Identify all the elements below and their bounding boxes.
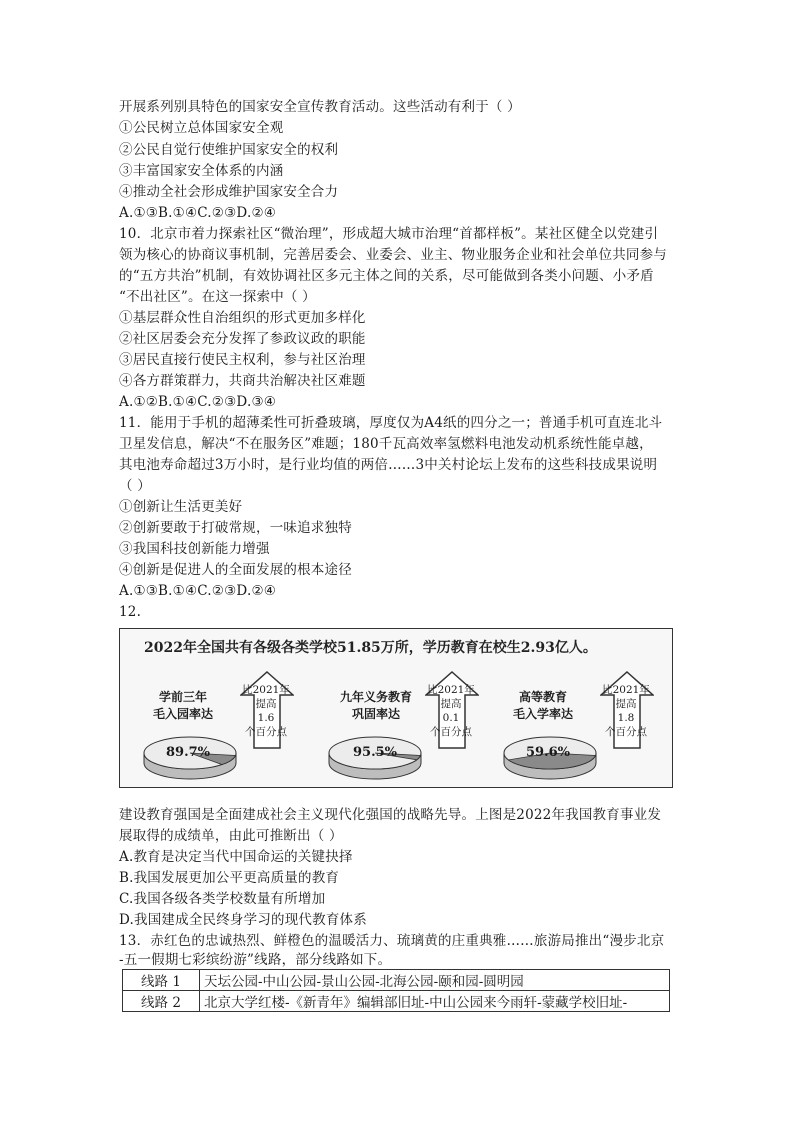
q11-option-4: ④创新是促进人的全面发展的根本途径 <box>119 562 352 578</box>
increase-value: 0.1 <box>442 712 460 724</box>
table-row <box>123 970 670 991</box>
increase-line-2: 提高 <box>255 698 277 710</box>
stat-compulsory <box>325 671 505 783</box>
q12-stem-line-2: 展取得的成绩单，由此可推断出（ ） <box>119 828 343 844</box>
q11-stem-line-2: 卫星发信息，解决“不在服务区”难题；180千瓦高效率氢燃料电池发动机系统性能卓越， <box>119 436 653 452</box>
q9-option-1: ①公民树立总体国家安全观 <box>119 120 284 136</box>
increase-line-2: 提高 <box>615 698 637 710</box>
stat-label-line-1: 九年义务教育 <box>339 690 412 704</box>
stat-label-line-1: 学前三年 <box>158 690 207 704</box>
q13-stem-line-2: -五一假期七彩缤纷游”线路，部分线路如下。 <box>119 952 392 968</box>
increase-unit: 个百分点 <box>605 726 647 738</box>
increase-value: 1.8 <box>617 712 635 724</box>
increase-line-2: 提高 <box>440 698 462 710</box>
q12-stem-line-1: 建设教育强国是全面建成社会主义现代化强国的战略先导。上图是2022年我国教育事业发 <box>119 807 662 823</box>
table-row <box>123 991 670 1012</box>
route-name: 线路 1 <box>123 970 200 991</box>
q9-option-3: ③丰富国家安全体系的内涵 <box>119 163 284 179</box>
q11-choices: A.①③B.①④C.②③D.②④ <box>119 583 277 599</box>
stat-label-line-2: 毛入园率达 <box>152 707 213 721</box>
route-name: 线路 2 <box>123 991 200 1012</box>
q10-option-3: ③居民直接行使民主权利，参与社区治理 <box>119 352 366 368</box>
q12-option-c: C.我国各级各类学校数量有所增加 <box>119 891 326 907</box>
routes-table <box>122 969 670 1012</box>
increase-line-1: 比2021年 <box>242 684 290 696</box>
q11-stem-line-1: 11．能用于手机的超薄柔性可折叠玻璃，厚度仅为A4纸的四分之一；普通手机可直连北斗 <box>119 415 663 431</box>
stat-label-line-2: 巩固率达 <box>351 707 400 721</box>
increase-line-1: 比2021年 <box>602 684 650 696</box>
increase-value: 1.6 <box>257 712 275 724</box>
q9-option-2: ②公民自觉行使维护国家安全的权利 <box>119 142 339 158</box>
route-path: 北京大学红楼-《新青年》编辑部旧址-中山公园来今雨轩-蒙藏学校旧址- <box>200 991 670 1012</box>
q10-stem-line-1: 10．北京市着力探索社区“微治理”，形成超大城市治理“首都样板”。某社区健全以党建引 <box>119 226 659 242</box>
q12-option-a: A.教育是决定当代中国命运的关键抉择 <box>119 849 353 865</box>
stat-label-line-1: 高等教育 <box>518 690 567 704</box>
stat-percentage: 59.6% <box>526 745 571 760</box>
q10-stem-line-3: 的“五方共治”机制，有效协调社区多元主体之间的关系，尽可能做到各类小问题、小矛盾 <box>119 268 654 284</box>
q10-option-1: ①基层群众性自治组织的形式更加多样化 <box>119 310 366 326</box>
stat-label-line-2: 毛入学率达 <box>512 707 573 721</box>
q10-option-2: ②社区居委会充分发挥了参政议政的职能 <box>119 331 366 347</box>
q11-option-2: ②创新要敢于打破常规，一味追求独特 <box>119 520 352 536</box>
figure-header: 2022年全国共有各级各类学校51.85万所，学历教育在校生2.93亿人。 <box>144 640 597 656</box>
stat-higher-ed <box>500 671 680 783</box>
q12-number: 12. <box>119 604 142 620</box>
q10-choices: A.①②B.①④C.②③D.③④ <box>119 394 277 410</box>
q10-option-4: ④各方群策群力，共商共治解决社区难题 <box>119 373 366 389</box>
q13-stem-line-1: 13．赤红色的忠诚热烈、鲜橙色的温暖活力、琉璃黄的庄重典雅……旅游局推出“漫步北京 <box>119 933 665 949</box>
q11-option-1: ①创新让生活更美好 <box>119 499 243 515</box>
education-stats-figure <box>119 628 673 788</box>
q12-option-d: D.我国建成全民终身学习的现代教育体系 <box>119 912 367 928</box>
q11-stem-line-4: （ ） <box>119 478 151 494</box>
stat-percentage: 95.5% <box>353 745 398 760</box>
stat-percentage: 89.7% <box>166 745 211 760</box>
q9-choices: A.①③B.①④C.②③D.②④ <box>119 205 277 221</box>
q12-option-b: B.我国发展更加公平更高质量的教育 <box>119 870 340 886</box>
q10-stem-line-2: 领为核心的协商议事机制，完善居委会、业委会、业主、物业服务企业和社会单位共同参与 <box>119 247 667 263</box>
q9-stem-tail: 开展系列别具特色的国家安全宣传教育活动。这些活动有利于（ ） <box>119 99 521 115</box>
q10-stem-line-4: “不出社区”。在这一探索中（ ） <box>119 289 316 305</box>
q9-option-4: ④推动全社会形成维护国家安全合力 <box>119 184 339 200</box>
increase-line-1: 比2021年 <box>427 684 475 696</box>
stat-preschool <box>140 671 320 783</box>
increase-unit: 个百分点 <box>430 726 472 738</box>
increase-unit: 个百分点 <box>245 726 287 738</box>
route-path: 天坛公园-中山公园-景山公园-北海公园-颐和园-圆明园 <box>200 970 670 991</box>
q11-option-3: ③我国科技创新能力增强 <box>119 541 270 557</box>
q11-stem-line-3: 其电池寿命超过3万小时，是行业均值的两倍……3中关村论坛上发布的这些科技成果说明 <box>119 457 658 473</box>
